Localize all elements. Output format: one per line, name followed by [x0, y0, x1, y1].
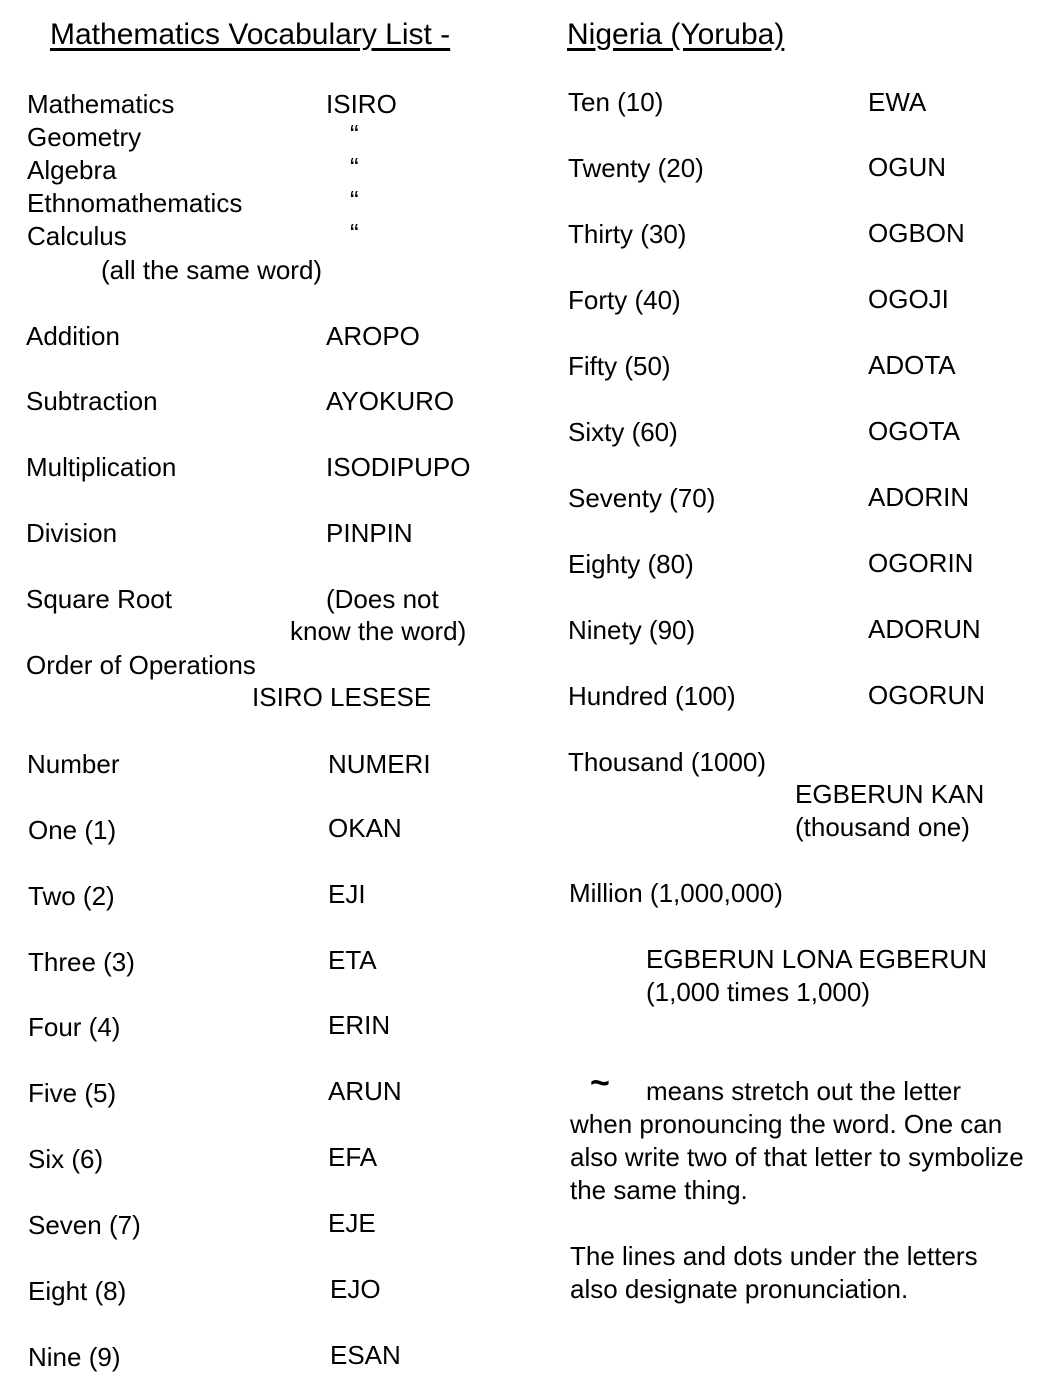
- word-thirty: OGBON: [868, 218, 965, 248]
- term-multiplication: Multiplication: [26, 452, 177, 482]
- term-order-of-operations: Order of Operations: [26, 650, 256, 680]
- word-subtraction: AYOKURO: [326, 386, 455, 416]
- term-calculus: Calculus: [27, 221, 127, 251]
- word-three: ETA: [328, 945, 377, 975]
- word-four: ERIN: [328, 1010, 391, 1040]
- ditto-algebra: “: [350, 152, 359, 182]
- ditto-geometry: “: [350, 119, 359, 149]
- note-stretch-first-line: means stretch out the letter: [646, 1076, 962, 1106]
- term-hundred: Hundred (100): [568, 681, 736, 711]
- word-number: NUMERI: [328, 749, 431, 779]
- term-sixty: Sixty (60): [568, 417, 678, 447]
- term-thirty: Thirty (30): [568, 219, 687, 249]
- term-thousand: Thousand (1000): [568, 747, 767, 777]
- term-ethnomathematics: Ethnomathematics: [27, 188, 243, 218]
- term-division: Division: [26, 518, 118, 548]
- term-square-root: Square Root: [26, 584, 172, 614]
- square-root-note-line1: (Does not: [326, 584, 439, 614]
- term-million: Million (1,000,000): [569, 878, 783, 908]
- term-seventy: Seventy (70): [568, 483, 716, 513]
- word-thousand: EGBERUN KAN: [795, 779, 985, 809]
- term-algebra: Algebra: [27, 155, 117, 185]
- word-six: EFA: [328, 1142, 378, 1172]
- word-mathematics: ISIRO: [326, 89, 397, 119]
- term-two: Two (2): [28, 881, 115, 911]
- word-sixty: OGOTA: [868, 416, 960, 446]
- square-root-note-line2: know the word): [290, 616, 467, 646]
- term-addition: Addition: [26, 321, 120, 351]
- word-seventy: ADORIN: [868, 482, 970, 512]
- note-lines-dots: The lines and dots under the letters also designate pronunciation.: [570, 1241, 978, 1304]
- term-eighty: Eighty (80): [568, 549, 694, 579]
- term-eight: Eight (8): [28, 1276, 127, 1306]
- thousand-note: (thousand one): [795, 812, 970, 842]
- word-order-of-operations: ISIRO LESESE: [252, 682, 432, 712]
- note-stretch-rest: when pronouncing the word. One can also write two of that letter to symbolize the same thing.: [570, 1109, 1024, 1205]
- word-eight: EJO: [330, 1274, 381, 1304]
- term-number: Number: [27, 749, 120, 779]
- word-eighty: OGORIN: [868, 548, 974, 578]
- term-geometry: Geometry: [27, 122, 142, 152]
- term-ninety: Ninety (90): [568, 615, 696, 645]
- word-forty: OGOJI: [868, 284, 949, 314]
- word-multiplication: ISODIPUPO: [326, 452, 471, 482]
- word-twenty: OGUN: [868, 152, 946, 182]
- term-five: Five (5): [28, 1078, 117, 1108]
- word-ten: EWA: [868, 87, 927, 117]
- word-ninety: ADORUN: [868, 614, 981, 644]
- term-four: Four (4): [28, 1012, 121, 1042]
- word-million: EGBERUN LONA EGBERUN: [646, 944, 987, 974]
- term-nine: Nine (9): [28, 1342, 121, 1372]
- word-division: PINPIN: [326, 518, 413, 548]
- term-fifty: Fifty (50): [568, 351, 671, 381]
- term-one: One (1): [28, 815, 117, 845]
- word-two: EJI: [328, 879, 366, 909]
- word-five: ARUN: [328, 1076, 402, 1106]
- term-subtraction: Subtraction: [26, 386, 158, 416]
- term-mathematics: Mathematics: [27, 89, 175, 119]
- ditto-ethnomathematics: “: [350, 185, 359, 215]
- ditto-calculus: “: [350, 218, 359, 248]
- page-subtitle: Nigeria (Yoruba): [567, 18, 785, 51]
- word-seven: EJE: [328, 1208, 376, 1238]
- word-nine: ESAN: [330, 1340, 401, 1370]
- term-ten: Ten (10): [568, 87, 664, 117]
- million-note: (1,000 times 1,000): [646, 977, 871, 1007]
- word-addition: AROPO: [326, 321, 420, 351]
- word-fifty: ADOTA: [868, 350, 956, 380]
- word-hundred: OGORUN: [868, 680, 985, 710]
- term-three: Three (3): [28, 947, 135, 977]
- term-six: Six (6): [28, 1144, 104, 1174]
- term-twenty: Twenty (20): [568, 153, 704, 183]
- term-forty: Forty (40): [568, 285, 681, 315]
- same-word-note: (all the same word): [101, 255, 323, 285]
- tilde-icon: ~: [590, 1064, 610, 1102]
- term-seven: Seven (7): [28, 1210, 141, 1240]
- page-title: Mathematics Vocabulary List -: [50, 18, 451, 51]
- word-one: OKAN: [328, 813, 402, 843]
